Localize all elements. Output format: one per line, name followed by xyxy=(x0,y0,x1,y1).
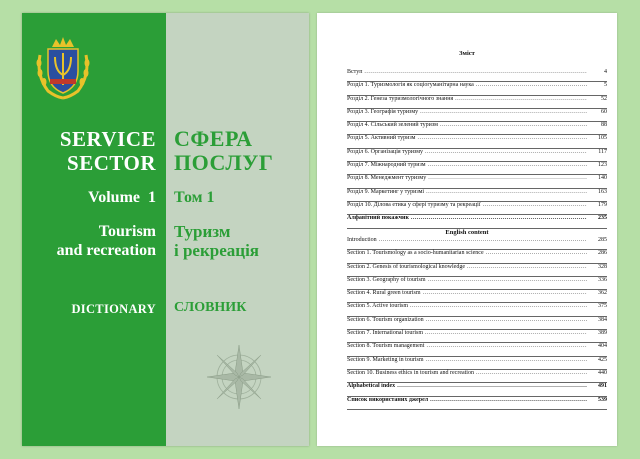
toc-leader-dots xyxy=(397,383,587,389)
toc-entry-page: 105 xyxy=(598,135,607,142)
toc-entry xyxy=(347,317,607,329)
toc-leader-dots xyxy=(428,162,587,168)
toc-entry-title: Section 5. Active tourism xyxy=(347,303,408,310)
toc-entry-page: 163 xyxy=(598,188,607,195)
contents-list-en xyxy=(347,237,607,410)
toc-entry-title: Розділ 5. Активний туризм xyxy=(347,135,416,142)
toc-entry-page: 179 xyxy=(598,201,607,208)
toc-entry-page: 117 xyxy=(598,148,607,155)
toc-entry-title: Section 10. Business ethics in tourism and recreation xyxy=(347,369,474,376)
cover-volume-ua: Том 1 xyxy=(174,189,215,206)
toc-leader-dots xyxy=(476,82,587,88)
toc-entry xyxy=(347,109,607,121)
toc-entry-page: 52 xyxy=(601,95,607,102)
toc-entry-title: Розділ 7. Міжнародний туризм xyxy=(347,162,426,169)
toc-entry-page: 60 xyxy=(601,108,607,115)
toc-entry xyxy=(347,303,607,315)
toc-entry-page: 539 xyxy=(598,396,607,403)
toc-leader-dots xyxy=(423,290,588,296)
toc-leader-dots xyxy=(411,215,587,221)
toc-entry-title: Section 4. Rural green tourism xyxy=(347,290,421,297)
toc-entry xyxy=(347,215,607,227)
toc-entry-title: Section 8. Tourism management xyxy=(347,343,425,350)
toc-entry-title: Розділ 1. Туризмологія як соціогуманітарна наука xyxy=(347,82,474,89)
toc-entry xyxy=(347,175,607,187)
toc-divider xyxy=(347,409,607,410)
toc-entry-title: Вступ xyxy=(347,69,363,75)
toc-entry-title: Section 7. International tourism xyxy=(347,330,423,337)
toc-leader-dots xyxy=(417,135,587,141)
toc-leader-dots xyxy=(476,370,587,376)
toc-entry-page: 425 xyxy=(598,356,607,363)
toc-leader-dots xyxy=(455,96,587,102)
toc-entry xyxy=(347,96,607,108)
toc-entry-page: 440 xyxy=(598,369,607,376)
toc-leader-dots xyxy=(430,397,587,403)
toc-leader-dots xyxy=(410,303,587,309)
toc-leader-dots xyxy=(425,149,587,155)
toc-leader-dots xyxy=(428,175,587,181)
contents-list-ua xyxy=(347,69,607,229)
toc-entry xyxy=(347,397,607,409)
toc-entry xyxy=(347,202,607,214)
toc-entry-page: 375 xyxy=(598,303,607,310)
toc-entry xyxy=(347,237,607,249)
toc-entry xyxy=(347,343,607,355)
toc-leader-dots xyxy=(426,317,587,323)
toc-leader-dots xyxy=(426,189,587,195)
toc-entry-title: Section 3. Geography of tourism xyxy=(347,276,426,283)
toc-entry xyxy=(347,162,607,174)
contents-heading-ua: Зміст xyxy=(459,50,475,57)
toc-leader-dots xyxy=(425,330,587,336)
cover-title-en: SERVICE SECTOR xyxy=(59,127,156,175)
toc-entry-title: Section 1. Tourismology as a socio-humanitarian science xyxy=(347,250,484,257)
toc-entry xyxy=(347,69,607,81)
cover-title-ua: СФЕРА ПОСЛУГ xyxy=(174,126,274,175)
toc-entry-page: 491 xyxy=(598,383,607,390)
contents-page xyxy=(317,13,617,446)
contents-heading-en: English content xyxy=(445,229,489,236)
toc-entry-page: 389 xyxy=(598,330,607,337)
toc-entry-title: Розділ 10. Ділова етика у сфері туризму та рекреації xyxy=(347,201,481,208)
toc-leader-dots xyxy=(364,69,587,75)
toc-entry xyxy=(347,250,607,262)
toc-leader-dots xyxy=(428,277,588,283)
toc-entry-page: 362 xyxy=(598,290,607,297)
compass-rose-icon xyxy=(205,343,273,411)
toc-entry xyxy=(347,264,607,276)
toc-entry-page: 5 xyxy=(604,82,607,89)
university-emblem-icon xyxy=(32,35,94,101)
toc-entry xyxy=(347,82,607,94)
toc-leader-dots xyxy=(483,202,588,208)
toc-entry-page: 336 xyxy=(598,276,607,283)
toc-entry xyxy=(347,149,607,161)
toc-entry xyxy=(347,135,607,147)
toc-entry-title: Розділ 8. Менеджмент туризму xyxy=(347,175,427,182)
book-cover xyxy=(22,13,309,446)
toc-entry-title: Розділ 2. Генеза туризмологічного знання xyxy=(347,95,454,102)
cover-subtitle-ua: Туризм і рекреація xyxy=(174,222,259,260)
toc-entry-title: Section 2. Genesis of tourismological knowledge xyxy=(347,263,465,270)
toc-entry-title: Розділ 9. Маркетинг у туризмі xyxy=(347,188,425,195)
cover-volume-en: Volume 1 xyxy=(88,189,156,206)
toc-entry-title: Розділ 6. Організація туризму xyxy=(347,148,424,155)
toc-entry xyxy=(347,383,607,395)
toc-entry-page: 384 xyxy=(598,316,607,323)
toc-entry-title: Алфавітний покажчик xyxy=(347,215,409,222)
toc-entry-page: 404 xyxy=(598,343,607,350)
toc-leader-dots xyxy=(426,357,588,363)
toc-entry-page: 140 xyxy=(598,175,607,182)
toc-entry-title: Розділ 3. Географія туризму xyxy=(347,108,419,115)
toc-leader-dots xyxy=(486,250,587,256)
toc-entry xyxy=(347,330,607,342)
toc-entry-page: 235 xyxy=(598,215,607,222)
toc-entry xyxy=(347,370,607,382)
cover-subtitle-en: Tourism and recreation xyxy=(56,223,156,259)
toc-entry xyxy=(347,290,607,302)
toc-entry-page: 88 xyxy=(601,122,607,129)
toc-entry xyxy=(347,357,607,369)
toc-entry-page: 123 xyxy=(598,162,607,169)
toc-leader-dots xyxy=(426,343,587,349)
toc-entry-page: 4 xyxy=(604,69,607,75)
toc-entry xyxy=(347,189,607,201)
toc-leader-dots xyxy=(467,264,587,270)
toc-entry xyxy=(347,122,607,134)
toc-entry-title: Section 6. Tourism organization xyxy=(347,316,424,323)
toc-leader-dots xyxy=(440,122,587,128)
toc-entry-title: Alphabetical index xyxy=(347,383,396,390)
toc-entry-page: 286 xyxy=(598,250,607,257)
toc-entry-page: 285 xyxy=(598,237,607,243)
toc-leader-dots xyxy=(420,109,587,115)
toc-entry-title: Section 9. Marketing in tourism xyxy=(347,356,424,363)
toc-entry-title: Список використаних джерел xyxy=(347,396,429,403)
toc-leader-dots xyxy=(379,237,587,243)
toc-entry-title: Introduction xyxy=(347,237,377,243)
cover-dictionary-ua: СЛОВНИК xyxy=(174,300,247,315)
toc-entry-title: Розділ 4. Сільський зелений туризм xyxy=(347,122,438,129)
toc-entry xyxy=(347,277,607,289)
cover-dictionary-en: DICTIONARY xyxy=(71,302,156,316)
toc-entry-page: 328 xyxy=(598,263,607,270)
